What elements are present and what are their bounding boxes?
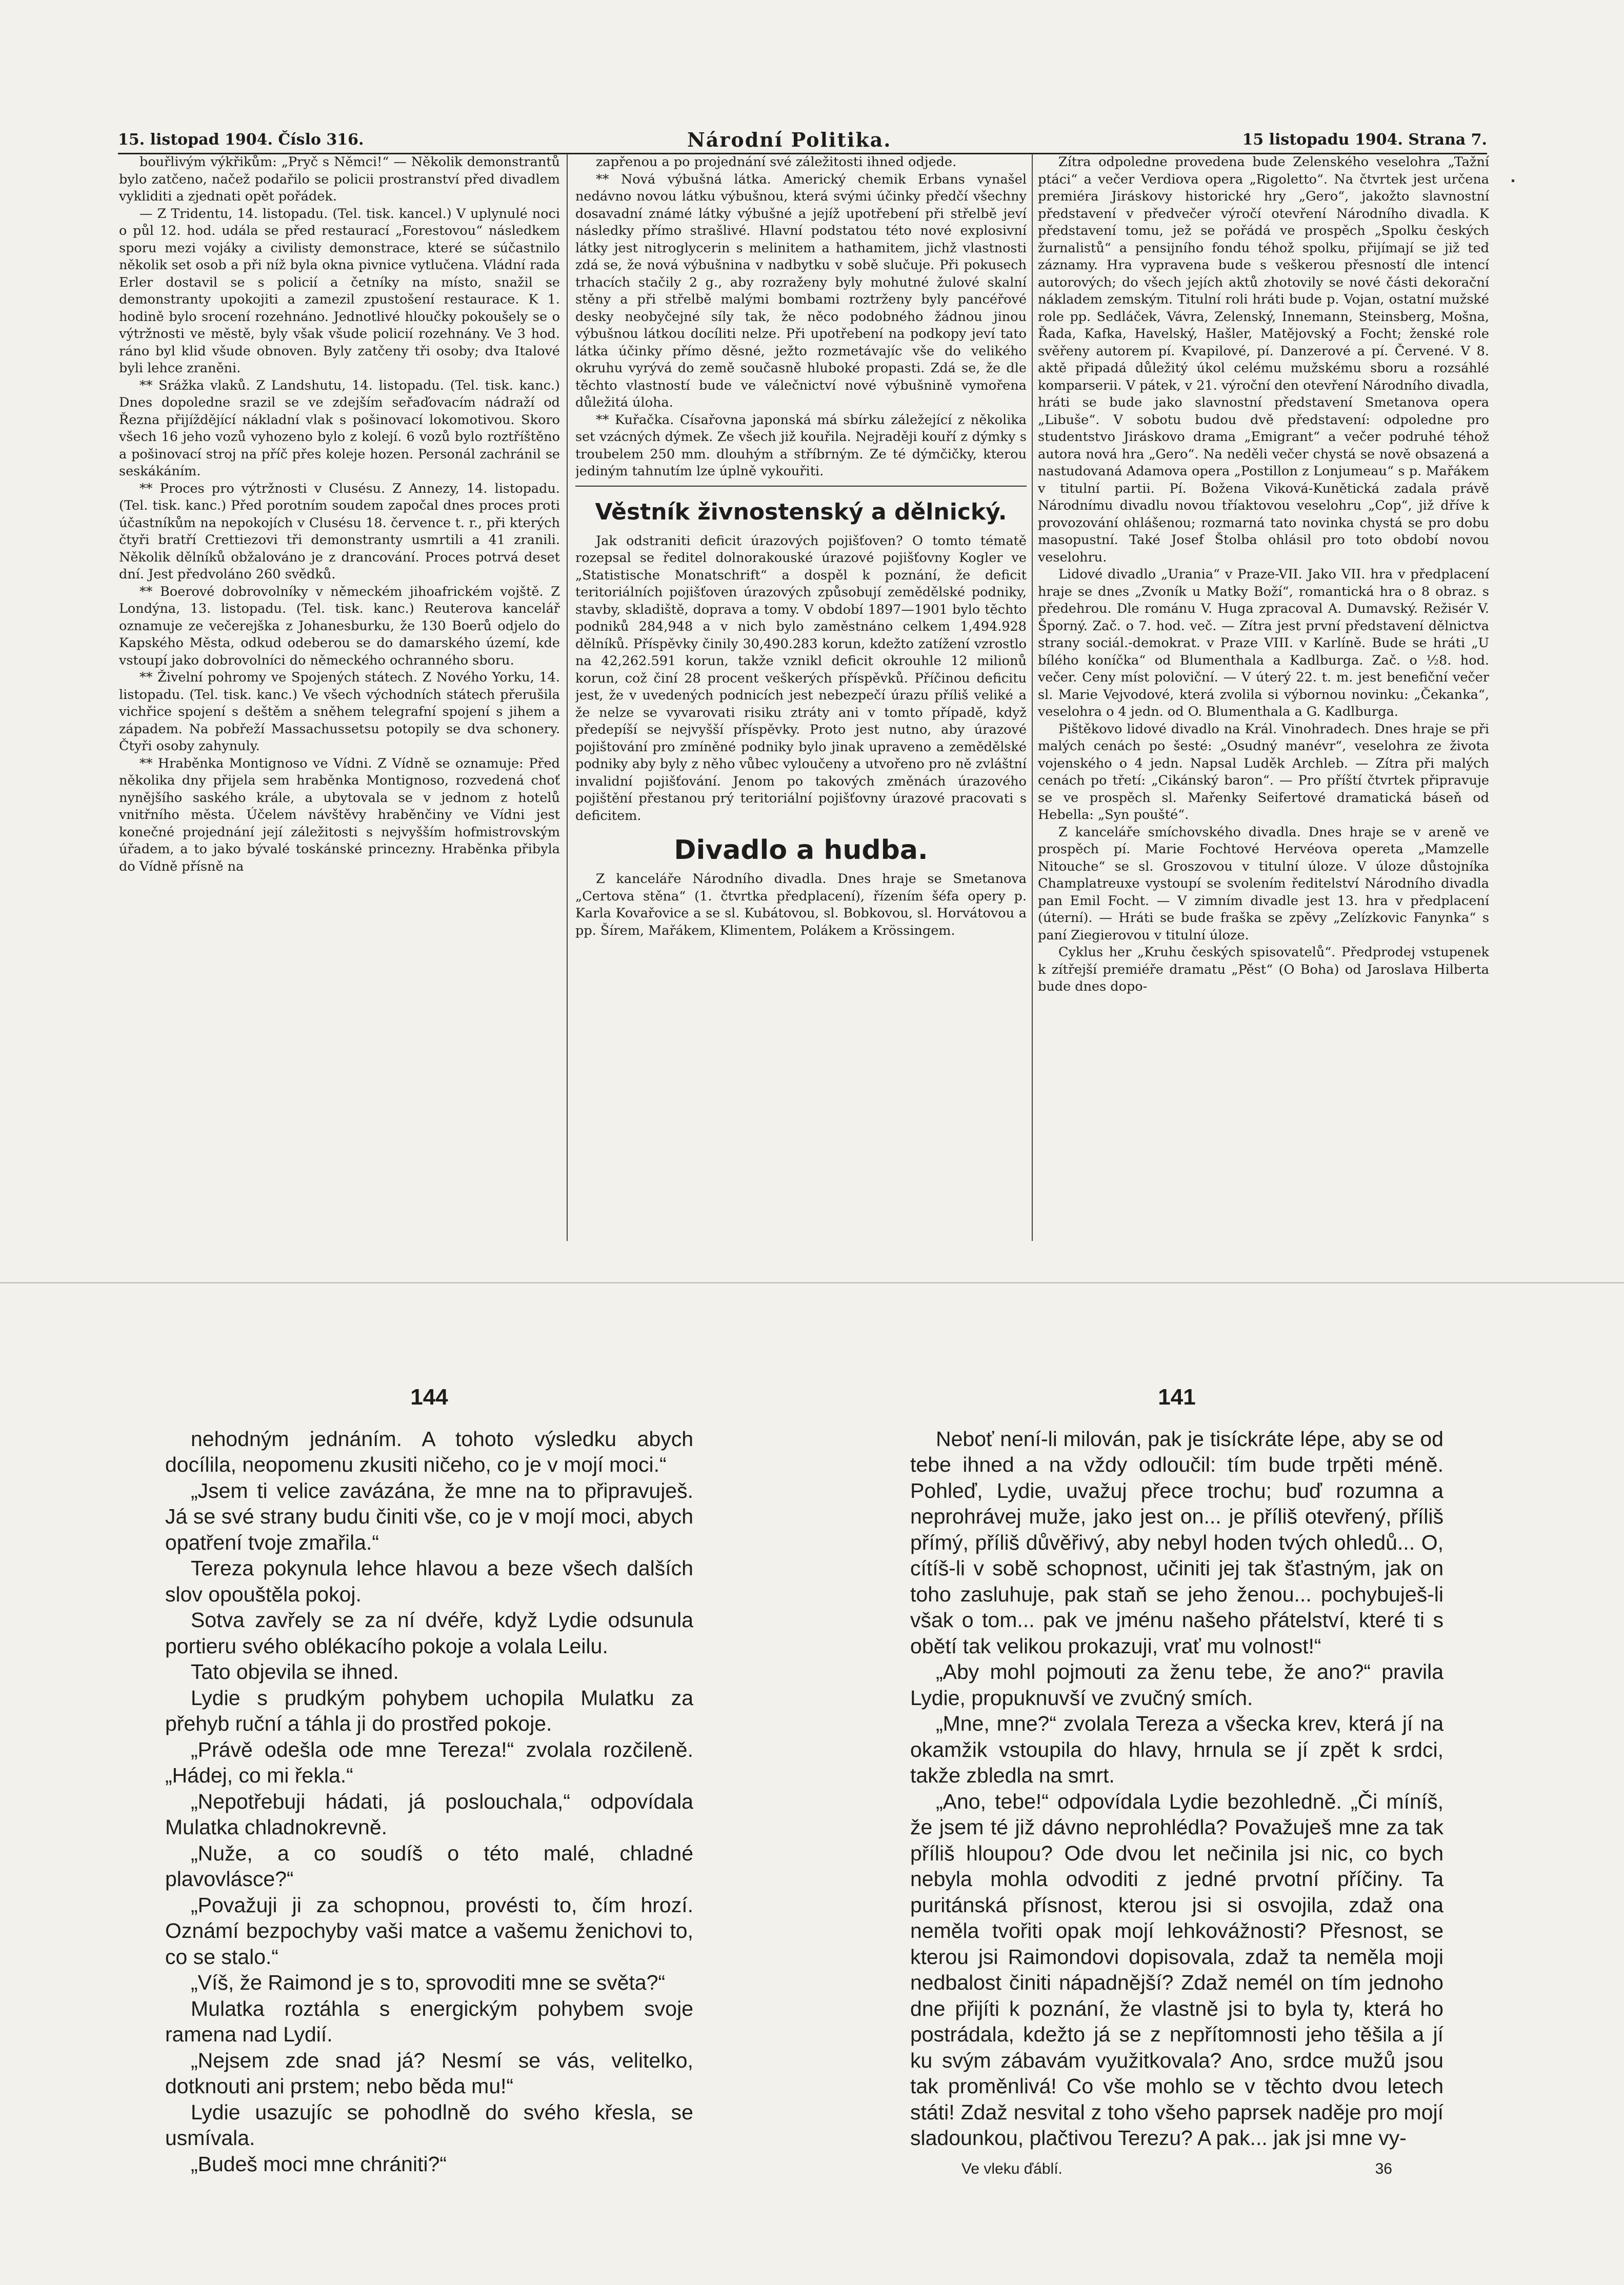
theatre-paragraph: Cyklus her „Kruhu českých spisovatelů“. Předprodej vstupenek k zítřejší premiéře dramatu „Pěst“ (O Boha) od Jaroslava Hilberta bude dnes dopo-: [1038, 945, 1489, 994]
news-paragraph: ** Živelní pohromy ve Spojených státech. Z Nového Yorku, 14. listopadu. (Tel. tisk. kanc.) Ve všech východních státech přerušila vichřice spojení s deštěm a sněhem telegrafní spojení s jihem a západem. Na pobřeží Massachussetsu potopily se dva schonery. Čtyři osoby zahynuly.: [119, 670, 560, 754]
news-paragraph: ** Kuřačka. Císařovna japonská má sbírku záležející z několika set vzácných dýmek. Ze všech již kouřila. Nejraději kouří z dýmky s troubelem 250 mm. dlouhým a stříbrným. Ze té dýmčičky, kterou jediným tahnutím lze úplně vykouřiti.: [575, 412, 1027, 479]
section-title-trade: Věstník živnostenský a dělnický.: [595, 498, 1007, 525]
book-page-left: [165, 1385, 693, 2177]
page-number: 144: [410, 1385, 448, 1410]
news-paragraph: ** Boerové dobrovolníky v německém jihoafrickém vojště. Z Londýna, 13. listopadu. (Tel. tisk. kanc.) Reuterova kancelář oznamuje ze večerejška z Johanesburku, že 130 Boerů odjelo do Kapského Města, odkud odeberou se do damarského území, kde vstoupí jako dobrovolníci do německého ochranného sboru.: [119, 584, 560, 668]
column-divider: [567, 154, 568, 1241]
theatre-paragraph: Zítra odpoledne provedena bude Zelenského veselohra „Tažní ptáci“ a večer Verdiova opera „Rigoletto“. Na čtvrtek jest určena premiéra Jiráskovy historické hry „Gero“, jakožto slavnostní představení v předvečer výročí otevření Národního divadla. K představení tomu, jež se pořádá ve prospěch „Spolku českých žurnalistů“ a pensijního fondu téhož spolku, přijímají se již teď záznamy. Hra vypravena bude s veškerou přesností dle intencí autorových; do všech jejích aktů zhotovily se nové části dekorační nákladem zemským. Titulní roli hráti bude p. Vojan, ostatní mužské role pp. Sedláček, Vávra, Zelenský, Innemann, Steinsberg, Mošna, Řada, Kafka, Havelský, Hašler, Matějovský a Focht; ženské role svěřeny autorem pí. Kvapilové, pí. Danzerové a pí. Červené. V 8. aktě připadá důležitý úkol celému mužskému sboru a rozsáhlé komparserii. V pátek, v 21. výroční den otevření Národního divadla, hráti se bude jako slavnostní představení Smetanova opera „Libuše“. V sobotu budou dvě představení: odpoledne pro studentstvo Jiráskovo drama „Emigrant“ a večer podruhé téhož autora nová hra „Gero“. Na neděli večer chystá se nově obsazená a nastudovaná Adamova opera „Postillon z Lonjumeau“ s p. Mařákem v titulní partii. Pí. Božena Viková-Kunětická zadala právě Národnímu divadlu novou tříaktovou veselohru „Cop“, již dříve k provozování ohlášenou; rozmarná tato novinka chystá se pro dobu masopustní. Také Josef Štolba ohlásil pro toto období novou veselohru.: [1038, 154, 1489, 565]
trade-paragraph: Jak odstraniti deficit úrazových pojišťoven? O tomto tématě rozepsal se ředitel dolnorakouské úrazové pojišťovny Kogler ve „Statistische Monatschrift“ a dospěl k poznání, že deficit teritoriálních pojišťoven úrazových způsobují zemědělské podniky, stavby, skladiště, doprava a tomy. V období 1897—1901 bylo těchto podniků 284,948 a v nich bylo zaměstnáno celkem 1,494.928 dělníků. Příspěvky činily 30,490.283 korun, kdežto zatížení vzrostlo na 42,262.591 korun, takže vznikl deficit okrouhle 12 milionů korun, což činí 28 procent veškerých příspěvků. Příčinou deficitu jest, že v uvedených podnicích jest nebezpečí úrazu příliš veliké a že nelze se vyvarovati risiku ztráty ani v tomto případě, když předepíší se nejvyšší příspěvky. Proto jest nutno, aby úrazové pojištování pro zmíněné podniky bylo jinak upraveno a zemědělské podniky aby byly z něho vůbec vyloučeny a utvořeno pro ně zvláštní invalidní pojišťování. Jenom po takových změnách úrazového pojištění přestanou prý teritoriální pojišťovny úrazové pracovati s deficitem.: [575, 533, 1027, 824]
book-paragraph: Sotva zavřely se za ní dvéře, když Lydie odsunula portieru svého oblékacího pokoje a volala Leilu.: [165, 1608, 693, 1658]
book-paragraph: Tato objevila se ihned.: [191, 1660, 399, 1683]
book-paragraph: „Víš, že Raimond je s to, sprovoditi mne se světa?“: [191, 1971, 666, 1994]
news-paragraph: ** Nová výbušná látka. Americký chemik Erbans vynašel nedávno novou látku výbušnou, která svými účinky předčí všechny dosavadní známé látky výbušné a jejíž upotřebení při střelbě jeví následky přímo strašlivé. Hlavní podstatou této nové explosivní látky jest nitroglycerin s melinitem a hathamitem, jichž vlastnosti zdá se, že nová výbušnina v nadbytku v sobě slučuje. Při pokusech trhacích stačily 2 g., aby rozraženy byly mohutné žulové skalní stěny a při střelbě malými bombami roztrženy byly pancéřové desky neobyčejné síly tak, že něco podobného žádnou jinou výbušnou látkou docíliti nelze. Při upotřebení na podkopy jeví tato látka účinky přímo děsné, ježto rozmetávajíc vše do velikého okruhu vyrývá do země současně hluboké propasti. Zdá se, že dle těchto vlastností bude ve válečnictví nové výbušnině vymořena důležitá úloha.: [575, 171, 1027, 410]
news-paragraph: — Z Tridentu, 14. listopadu. (Tel. tisk. kancel.) V uplynulé noci o půl 12. hod. udála se před restaurací „Forestovou“ následkem sporu mezi vojáky a civilisty demonstrace, které se súčastnilo několik set osob a při níž byla okna pivnice vytlučena. Vládní rada Erler dostavil se s policií a četníky na místo, snažil se demonstranty upokojiti a zamezil zpustošení restaurace. K 1. hodině bylo srocení rozehnáno. Jednotlivé hloučky pokoušely se o výtržnosti ve městě, byly však všude policií rozehnány. Ve 3 hod. ráno byl klid všude obnoven. Byly zatčeny tři osoby; dva Italové byli lehce zraněni.: [119, 206, 560, 376]
book-paragraph: „Právě odešla ode mne Tereza!“ zvolala rozčileně. „Hádej, co mi řekla.“: [165, 1737, 693, 1787]
theatre-paragraph: Z kanceláře smíchovského divadla. Dnes hraje se v areně ve prospěch pí. Marie Fochtové Hervéova opereta „Mamzelle Nitouche“ se sl. Groszovou v titulní úloze. V úloze důstojníka Champlatreuxe vystoupí se svolením ředitelství Národního divadla pan Emil Focht. — V zimním divadle jest 13. hra v předplacení (úterní). — Hráti se bude fraška se zpěvy „Zelízkovic Fanynka“ s paní Ziegierovou v titulní úloze.: [1038, 824, 1489, 943]
book-paragraph: „Budeš moci mne chrániti?“: [191, 2152, 447, 2176]
book-paragraph: „Nejsem zde snad já? Nesmí se vás, velitelko, dotknouti ani prstem; nebo běda mu!“: [165, 2048, 693, 2098]
news-paragraph: ** Proces pro výtržnosti v Clusésu. Z Annezy, 14. listopadu. (Tel. tisk. kanc.) Před porotním soudem započal dnes proces proti účastníkům na nepokojích v Clusésu 18. července t. r., při kterých čtyři bratří Crettiezovi tři demonstranty usmrtili a 41 zranili. Několik dělníků obžalováno je z drancování. Proces potrvá deset dní. Jest předvoláno 260 svědků.: [119, 480, 560, 582]
newspaper-header: [118, 127, 1487, 153]
book-paragraph: „Jsem ti velice zavázána, že mne na to připravuješ. Já se své strany budu činiti vše, co je v mojí moci, abych opatření tvoje zmařila.“: [165, 1478, 693, 1554]
column-middle: [575, 154, 1027, 1241]
book-paragraph: „Nuže, a co soudíš o této malé, chladné plavovlásce?“: [165, 1841, 693, 1891]
section-title-theatre: Divadlo a hudba.: [674, 835, 928, 866]
book-paragraph: Tereza pokynula lehce hlavou a beze všech dalších slov opouštěla pokoj.: [165, 1556, 693, 1606]
book-paragraph: „Ano, tebe!“ odpovídala Lydie bezohledně. „Či míníš, že jsem té již dávno neprohlédla? Považuješ mne za tak příliš hloupou? Ode dvou let nečinila jsi nic, co bych nebyla mohla odvoditi z jedné prvotní příčiny. Ta puritánská přísnost, kterou jsi si osvojila, zdaž ona neměla tvořiti opak mojí lehkovážnosti? Přesnost, se kterou jsi Raimondovi dopisovala, zdaž ta neměla moji nedbalost činiti nápadnější? Zdaž nemél on tím jednoho dne přijíti k poznání, že vlastně jsi to byla ty, která ho postrádala, kdežto já se z nepřítomnosti jeho těšila a jí ku svým zábavám využitkovala? Ano, srdce mužů jsou tak proměnlivá! Co vše mohlo se v těchto dvou letech státi! Zdaž nesvital z toho všeho paprsek naděje pro mojí sladounkou, plačtivou Terezu? A pak... jak jsi mne vy-: [910, 1789, 1443, 2150]
news-paragraph: zapřenou a po projednání své záležitosti ihned odjede.: [596, 154, 957, 170]
book-page-right: [910, 1385, 1443, 2177]
page-fold: [0, 1282, 1624, 1284]
book-paragraph: Lydie usazujíc se pohodlně do svého křesla, se usmívala.: [165, 2100, 693, 2150]
book-paragraph: „Nepotřebuji hádati, já poslouchala,“ odpovídala Mulatka chladnokrevně.: [165, 1789, 693, 1839]
book-paragraph: Neboť není-li milován, pak je tisíckráte lépe, aby se od tebe ihned a na vždy odloučil: tím bude trpěti méně. Pohleď, Lydie, uvažuj přece trochu; buď rozumna a neprohrávej muže, jako jest on... je příliš otevřený, příliš přímý, příliš důvěřivý, aby nebyl hoden tvých ohledů... O, cítíš-li v sobě schopnost, učiniti jej tak šťastným, jak on toho zasluhuje, pak staň se jeho ženou... pochybuješ-li však o tom... pak ve jménu našeho přátelství, které ti s obětí tak velikou prokazuji, vrať mu volnost!“: [910, 1427, 1443, 1658]
book-paragraph: Mulatka roztáhla s energickým pohybem svoje ramena nad Lydií.: [165, 1996, 693, 2046]
news-paragraph: ** Srážka vlaků. Z Landshutu, 14. listopadu. (Tel. tisk. kanc.) Dnes dopoledne srazil se ve zdejším seřaďovacím nádraží od Řezna přijíždějící nákladní vlak s pošinovací lokomotivou. Skoro všech 16 jeho vozů vyhozeno bylo z kolejí. 6 vozů bylo roztříštěno a pošinovací stroj na příč přes koleje hozen. Personál zachránil se seskákáním.: [119, 377, 560, 479]
theatre-paragraph: Pištěkovo lidové divadlo na Král. Vinohradech. Dnes hraje se při malých cenách po šesté: „Osudný manévr“, veselohra ze života vojenského o 4 jedn. Napsal Luděk Archleb. — Zítra při malých cenách po třetí: „Cikánský baron“. — Pro příští čtvrtek připravuje se ve prospěch sl. Mařenky Seifertové dramatická báseň od Hebella: „Syn poušté“.: [1038, 721, 1489, 823]
section-rule: [575, 486, 1027, 487]
theatre-paragraph: Z kanceláře Národního divadla. Dnes hraje se Smetanova „Certova stěna“ (1. čtvrtka předplacení), řízením šéfa opery p. Karla Kovařovice a se sl. Kubátovou, sl. Bobkovou, sl. Horvátovou a pp. Šírem, Mařákem, Klimentem, Polákem a Krössingem.: [575, 871, 1027, 938]
column-news: [119, 154, 560, 1241]
header-date-issue: 15. listopad 1904. Číslo 316.: [118, 131, 364, 149]
book-title-footer: Ve vleku ďáblí.: [961, 2160, 1062, 2177]
news-paragraph: bouřlivým výkřikům: „Pryč s Němci!“ — Několik demonstrantů bylo zatčeno, načež podařilo se policii prostranství před divadlem vykliditi a zjednati opět pořádek.: [119, 154, 560, 204]
newspaper-title: Národní Politika.: [687, 128, 892, 151]
theatre-paragraph: Lidové divadlo „Urania“ v Praze-VII. Jako VII. hra v předplacení hraje se dnes „Zvoník u Matky Boží“, romantická hra o 8 obraz. s předehrou. Dle románu V. Huga zpracoval A. Dumavský. Režisér V. Šporný. Zač. o 7. hod. več. — Zítra jest první představení dělnictva strany sociál.-demokrat. v Praze VIII. v Karlíně. Bude se hráti „U bílého koníčka“ od Blumenthala a Kadlburga. Zač. o ½8. hod. večer. Ceny míst poloviční. — V úterý 22. t. m. jest benefiční večer sl. Marie Vejvodové, která zvolila si výbornou novinku: „Čekanka“, veselohra o 4 jedn. od O. Blumenthala a G. Kadlburga.: [1038, 567, 1489, 719]
book-footer: [910, 2156, 1443, 2177]
news-paragraph: ** Hraběnka Montignoso ve Vídni. Z Vídně se oznamuje: Před několika dny přijela sem hraběnka Montignoso, rozvedená choť nynějšího saského krále, a ubytovala se v jednom z hotelů vnitřního města. Účelem návštěvy hraběnčiny ve Vídni jest konečné projednání její záležitosti s nejvyšším hofmistrovským úřadem, a to jako bývalé toskánské princezny. Hraběnka přibyla do Vídně přísně na: [119, 755, 560, 874]
book-paragraph: nehodným jednáním. A tohoto výsledku abych docílila, neopomenu zkusiti ničeho, co je v mojí moci.“: [165, 1427, 693, 1476]
book-paragraph: „Považuji ji za schopnou, provésti to, čím hrozí. Oznámí bezpochyby vaši matce a vašemu ženichovi to, co se stalo.“: [165, 1893, 693, 1969]
margin-dot: [1512, 179, 1514, 182]
page-number: 141: [1158, 1385, 1196, 1410]
header-page-info: 15 listopadu 1904. Strana 7.: [1242, 131, 1487, 149]
book-paragraph: „Mne, mne?“ zvolala Tereza a všecka krev, která jí na okamžik vstoupila do hlavy, hrnula se jí zpět k srdci, takže zbledla na smrt.: [910, 1712, 1443, 1787]
sheet-number: 36: [1375, 2160, 1392, 2177]
column-divider: [1032, 154, 1033, 1241]
book-paragraph: Lydie s prudkým pohybem uchopila Mulatku za přehyb ruční a táhla ji do prostřed pokoje.: [165, 1686, 693, 1735]
column-theatre: [1038, 154, 1489, 1241]
book-paragraph: „Aby mohl pojmouti za ženu tebe, že ano?“ pravila Lydie, propuknuvší ve zvučný smích.: [910, 1660, 1443, 1710]
